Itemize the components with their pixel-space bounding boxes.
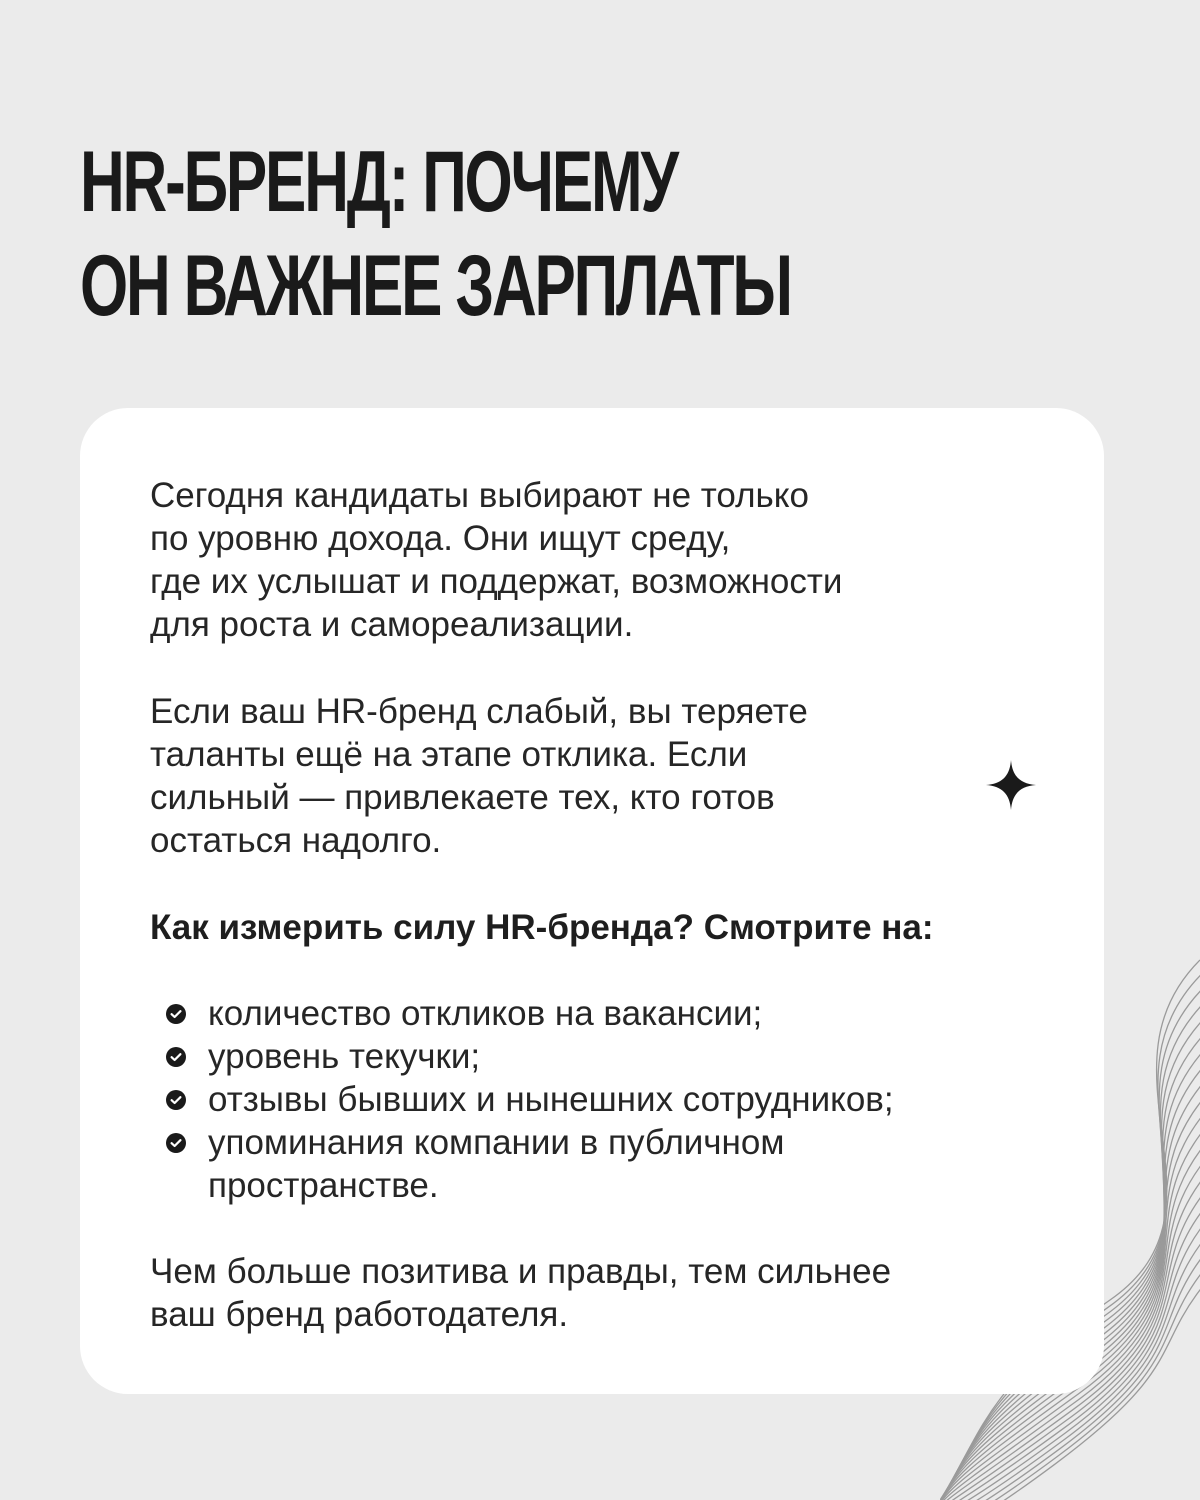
intro-line: для роста и самореализации. — [150, 605, 634, 644]
list-item-text — [208, 1121, 894, 1207]
sparkle-icon — [984, 758, 1038, 812]
list-item — [166, 992, 894, 1035]
brand-strength-line: сильный — привлекаете тех, кто готов — [150, 778, 775, 817]
check-circle-icon — [166, 1133, 186, 1153]
list-item-text — [208, 992, 894, 1035]
title-line-1: HR-БРЕНД: ПОЧЕМУ — [80, 134, 677, 230]
brand-strength-line: остаться надолго. — [150, 821, 442, 860]
content-card — [80, 408, 1104, 1394]
list-item-line: количество откликов на вакансии; — [208, 994, 763, 1033]
list-item — [166, 1121, 894, 1207]
intro-line: где их услышат и поддержат, возможности — [150, 562, 843, 601]
closing-paragraph — [150, 1250, 891, 1336]
check-circle-icon — [166, 1090, 186, 1110]
list-item-line: упоминания компании в публичном — [208, 1123, 785, 1162]
list-item-text — [208, 1035, 894, 1078]
metrics-list — [166, 992, 894, 1207]
intro-line: Сегодня кандидаты выбирают не только — [150, 476, 809, 515]
list-item-text — [208, 1078, 894, 1121]
list-item — [166, 1078, 894, 1121]
intro-paragraph — [150, 474, 842, 646]
brand-strength-paragraph — [150, 690, 808, 862]
brand-strength-line: Если ваш HR-бренд слабый, вы теряете — [150, 692, 808, 731]
list-item — [166, 1035, 894, 1078]
brand-strength-line: таланты ещё на этапе отклика. Если — [150, 735, 748, 774]
metrics-heading: Как измерить силу HR-бренда? Смотрите на: — [150, 908, 934, 947]
intro-line: по уровню дохода. Они ищут среду, — [150, 519, 731, 558]
closing-line: Чем больше позитива и правды, тем сильнее — [150, 1252, 892, 1291]
list-item-line: пространстве. — [208, 1166, 439, 1205]
title-line-2: ОН ВАЖНЕЕ ЗАРПЛАТЫ — [80, 238, 791, 334]
list-item-line: уровень текучки; — [208, 1037, 481, 1076]
check-circle-icon — [166, 1004, 186, 1024]
closing-line: ваш бренд работодателя. — [150, 1295, 569, 1334]
page-title — [80, 130, 791, 338]
list-item-line: отзывы бывших и нынешних сотрудников; — [208, 1080, 894, 1119]
check-circle-icon — [166, 1047, 186, 1067]
